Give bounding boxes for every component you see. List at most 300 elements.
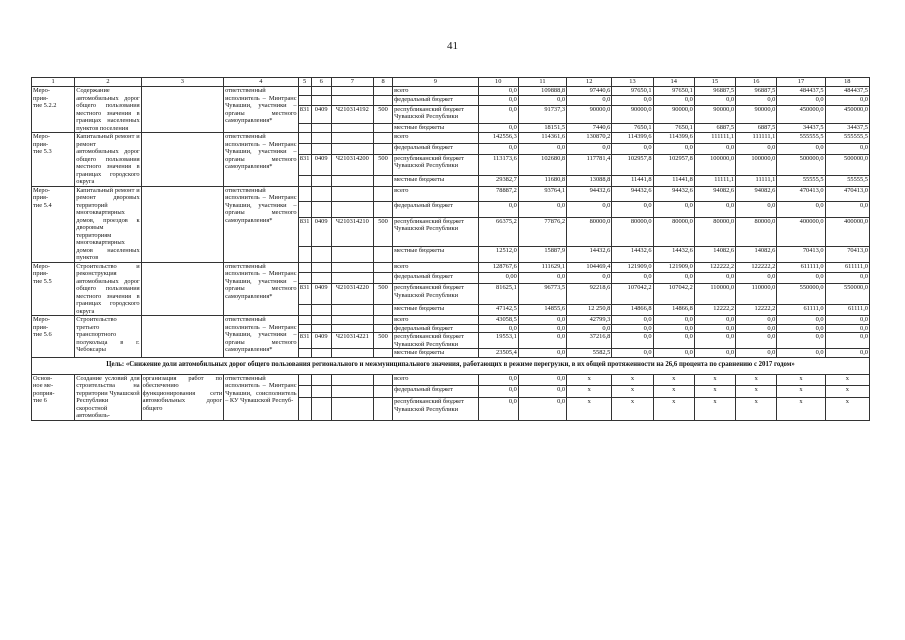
amount-cell: 96887,5 (736, 87, 777, 96)
amount-cell: 5582,5 (567, 349, 612, 358)
amount-cell: 0,0 (694, 202, 735, 218)
amount-cell: 0,0 (653, 96, 694, 105)
funding-source: федеральный бюджет (393, 202, 479, 218)
budget-code-empty (373, 133, 392, 144)
funding-source: всего (393, 262, 479, 273)
amount-cell: 0,0 (736, 96, 777, 105)
amount-cell: 0,0 (777, 324, 825, 333)
measure-id: Основ- ное ме- роприя- тие 6 (32, 374, 75, 420)
budget-code-empty (298, 175, 311, 186)
funding-source: всего (393, 374, 479, 386)
amount-cell: 0,0 (567, 96, 612, 105)
amount-cell: 0,0 (653, 333, 694, 349)
budget-code: Ч210314210 (331, 217, 373, 246)
amount-cell: 0,0 (694, 143, 735, 154)
funding-source: местные бюджеты (393, 305, 479, 316)
amount-cell: 109888,8 (518, 87, 566, 96)
header-cell: 14 (653, 78, 694, 87)
amount-cell: x (567, 386, 612, 398)
amount-cell: 70413,0 (825, 246, 869, 262)
budget-code-empty (373, 374, 392, 386)
budget-code: 831 (298, 333, 311, 349)
amount-cell: 110000,0 (736, 284, 777, 305)
amount-cell: 0,0 (736, 333, 777, 349)
budget-code-empty (331, 398, 373, 420)
responsible: ответственный исполнитель – Минтранс Чувашии, участники – органы местного самоуправления* (224, 133, 298, 187)
budget-code-empty (311, 398, 331, 420)
funding-source: федеральный бюджет (393, 386, 479, 398)
funding-source: республиканский бюджет Чувашской Республики (393, 154, 479, 175)
funding-source: республиканский бюджет Чувашской Республики (393, 105, 479, 123)
amount-cell: 0,0 (736, 324, 777, 333)
header-cell: 13 (612, 78, 653, 87)
amount-cell: 0,0 (518, 333, 566, 349)
amount-cell: 0,0 (694, 324, 735, 333)
funding-source: местные бюджеты (393, 246, 479, 262)
amount-cell: 0,0 (518, 374, 566, 386)
amount-cell: 13088,8 (567, 175, 612, 186)
budget-code-empty (373, 324, 392, 333)
amount-cell: 550000,0 (777, 284, 825, 305)
amount-cell: 400000,0 (825, 217, 869, 246)
budget-code: 831 (298, 154, 311, 175)
amount-cell: 66375,2 (478, 217, 518, 246)
amount-cell: 0,0 (777, 273, 825, 284)
amount-cell: 29382,7 (478, 175, 518, 186)
budget-code-empty (311, 324, 331, 333)
budget-code-empty (298, 316, 311, 325)
table-row (32, 262, 870, 273)
amount-cell: 484437,5 (825, 87, 869, 96)
amount-cell: 80000,0 (653, 217, 694, 246)
measure-name: Содержание автомобильных дорог общего пользования местного значения в границах населенных пунктов поселения (76, 87, 140, 132)
amount-cell: 19553,1 (478, 333, 518, 349)
header-cell: 2 (75, 78, 141, 87)
budget-code-empty (298, 133, 311, 144)
header-cell: 15 (694, 78, 735, 87)
amount-cell: 0,0 (478, 123, 518, 132)
budget-code: 0409 (311, 105, 331, 123)
amount-cell: 43058,5 (478, 316, 518, 325)
responsible: ответственный исполнитель – Минтранс Чувашии, участники – органы местного самоуправления* (224, 186, 298, 262)
measure-name: Капитальный ремонт и ремонт автомобильных дорог общего пользования местного значения в границах городского округа (76, 133, 140, 185)
amount-cell: 14855,6 (518, 305, 566, 316)
budget-code: 500 (373, 284, 392, 305)
table-row (32, 87, 870, 96)
header-cell: 16 (736, 78, 777, 87)
budget-code-empty (311, 273, 331, 284)
amount-cell: 11111,1 (736, 175, 777, 186)
amount-cell: 7650,1 (612, 123, 653, 132)
amount-cell: 0,0 (567, 273, 612, 284)
amount-cell: 0,0 (736, 316, 777, 325)
amount-cell: 14432,6 (612, 246, 653, 262)
amount-cell: 0,0 (612, 202, 653, 218)
amount-cell: 77876,2 (518, 217, 566, 246)
table-row (32, 133, 870, 144)
budget-code: 831 (298, 105, 311, 123)
funding-source: всего (393, 186, 479, 202)
amount-cell: 0,0 (825, 202, 869, 218)
amount-cell: 0,0 (612, 96, 653, 105)
header-cell: 3 (141, 78, 223, 87)
budget-code-empty (298, 96, 311, 105)
table-row (32, 374, 870, 386)
budget-code-empty (373, 398, 392, 420)
amount-cell: x (612, 374, 653, 386)
budget-code-empty (373, 262, 392, 273)
budget-code: 0409 (311, 333, 331, 349)
header-cell: 8 (373, 78, 392, 87)
budget-table (31, 77, 870, 421)
amount-cell: 0,0 (478, 202, 518, 218)
amount-cell: x (694, 386, 735, 398)
amount-cell: 450000,0 (825, 105, 869, 123)
amount-cell: 0,0 (694, 349, 735, 358)
amount-cell: 122222,2 (694, 262, 735, 273)
budget-code-empty (311, 202, 331, 218)
budget-code-empty (373, 96, 392, 105)
measure-id: Меро- прия- тие 5.3 (32, 133, 75, 187)
amount-cell: x (825, 386, 869, 398)
budget-code-empty (373, 316, 392, 325)
amount-cell: 128767,6 (478, 262, 518, 273)
amount-cell: 0,0 (612, 273, 653, 284)
measure-col3 (141, 186, 223, 262)
amount-cell: 0,0 (694, 333, 735, 349)
budget-code-empty (331, 202, 373, 218)
amount-cell: 11441,8 (612, 175, 653, 186)
amount-cell: 0,0 (653, 316, 694, 325)
header-row (32, 78, 870, 87)
funding-source: федеральный бюджет (393, 143, 479, 154)
amount-cell: 80000,0 (567, 217, 612, 246)
amount-cell: 7440,6 (567, 123, 612, 132)
amount-cell: 0,0 (694, 96, 735, 105)
amount-cell: 15887,9 (518, 246, 566, 262)
amount-cell: 0,0 (777, 202, 825, 218)
header-cell: 6 (311, 78, 331, 87)
amount-cell: 42799,3 (567, 316, 612, 325)
amount-cell: 470413,0 (777, 186, 825, 202)
amount-cell: x (736, 398, 777, 420)
budget-code-empty (311, 262, 331, 273)
amount-cell: 0,0 (777, 316, 825, 325)
amount-cell: 0,0 (612, 333, 653, 349)
amount-cell: 0,0 (736, 143, 777, 154)
budget-code-empty (298, 262, 311, 273)
amount-cell: 0,0 (518, 398, 566, 420)
budget-code: 500 (373, 217, 392, 246)
amount-cell: 80000,0 (612, 217, 653, 246)
measure-col3 (141, 262, 223, 316)
budget-code: 831 (298, 284, 311, 305)
amount-cell: 91737,3 (518, 105, 566, 123)
budget-code-empty (298, 324, 311, 333)
funding-source: республиканский бюджет Чувашской Республики (393, 217, 479, 246)
amount-cell: 81625,1 (478, 284, 518, 305)
responsible: ответственный исполнитель – Минтранс Чувашии, участники – органы местного самоуправления* (224, 262, 298, 316)
amount-cell: 6887,5 (736, 123, 777, 132)
amount-cell: 113173,6 (478, 154, 518, 175)
funding-source: республиканский бюджет Чувашской Республики (393, 284, 479, 305)
header-cell: 17 (777, 78, 825, 87)
amount-cell: 100000,0 (694, 154, 735, 175)
amount-cell: 121909,0 (653, 262, 694, 273)
measure-name: Строительство третьего транспортного полукольца в г. Чебоксары (75, 316, 141, 358)
amount-cell: 0,0 (567, 202, 612, 218)
amount-cell: 0,0 (825, 333, 869, 349)
budget-code-empty (331, 246, 373, 262)
budget-code-empty (373, 202, 392, 218)
amount-cell: 555555,5 (825, 133, 869, 144)
header-cell: 11 (518, 78, 566, 87)
amount-cell: 14866,8 (653, 305, 694, 316)
measure-name: Капитальный ремонт и ремонт дворовых территорий многоквартирных домов, проездов к дворовым территориям многоквартирных домов населенных пунктов (76, 186, 140, 261)
amount-cell: 0,0 (825, 273, 869, 284)
budget-code: 500 (373, 333, 392, 349)
amount-cell: 0,0 (736, 202, 777, 218)
amount-cell: 555555,5 (777, 133, 825, 144)
amount-cell: 611111,0 (825, 262, 869, 273)
budget-code-empty (331, 175, 373, 186)
table-row (32, 186, 870, 202)
amount-cell: 0,0 (825, 316, 869, 325)
budget-code: 500 (373, 105, 392, 123)
amount-cell: 0,0 (653, 202, 694, 218)
budget-code-empty (311, 316, 331, 325)
budget-code-empty (331, 123, 373, 132)
amount-cell: 114399,6 (653, 133, 694, 144)
amount-cell: 0,0 (518, 143, 566, 154)
amount-cell: 0,0 (478, 324, 518, 333)
budget-code-empty (298, 349, 311, 358)
budget-code-empty (373, 87, 392, 96)
budget-code-empty (331, 87, 373, 96)
amount-cell: 500000,0 (825, 154, 869, 175)
budget-code-empty (373, 349, 392, 358)
budget-code-empty (311, 175, 331, 186)
header-cell: 4 (224, 78, 298, 87)
amount-cell: 0,0 (612, 143, 653, 154)
amount-cell: 111111,1 (736, 133, 777, 144)
funding-source: всего (393, 316, 479, 325)
amount-cell: x (825, 398, 869, 420)
amount-cell: 0,0 (567, 324, 612, 333)
budget-code-empty (311, 349, 331, 358)
header-cell: 9 (393, 78, 479, 87)
amount-cell: x (825, 374, 869, 386)
budget-code-empty (331, 143, 373, 154)
amount-cell: x (653, 374, 694, 386)
amount-cell: 0,0 (825, 96, 869, 105)
amount-cell: 90000,0 (612, 105, 653, 123)
amount-cell: x (653, 386, 694, 398)
measure-col3 (141, 87, 223, 133)
amount-cell: 97650,1 (653, 87, 694, 96)
responsible: ответственный исполнитель – Минтранс Чувашии, участники – органы местного самоуправления* (224, 87, 298, 133)
amount-cell: 102680,8 (518, 154, 566, 175)
amount-cell: 114361,6 (518, 133, 566, 144)
amount-cell: 117781,4 (567, 154, 612, 175)
goal-row (32, 357, 870, 374)
amount-cell: x (736, 386, 777, 398)
budget-code-empty (373, 175, 392, 186)
table-row (32, 316, 870, 325)
amount-cell: 0,00 (478, 273, 518, 284)
amount-cell: 92218,6 (567, 284, 612, 305)
budget-code: 831 (298, 217, 311, 246)
measure-col3 (141, 316, 223, 358)
budget-code-empty (373, 386, 392, 398)
amount-cell: x (777, 398, 825, 420)
budget-code-empty (311, 374, 331, 386)
amount-cell: 114399,6 (612, 133, 653, 144)
amount-cell: 0,0 (518, 273, 566, 284)
amount-cell: 0,0 (478, 87, 518, 96)
amount-cell: 94082,6 (694, 186, 735, 202)
budget-code-empty (298, 143, 311, 154)
amount-cell: 470413,0 (825, 186, 869, 202)
budget-code-empty (331, 262, 373, 273)
budget-code: 0409 (311, 284, 331, 305)
amount-cell: 80000,0 (694, 217, 735, 246)
budget-code-empty (298, 386, 311, 398)
funding-source: федеральный бюджет (393, 273, 479, 284)
amount-cell: 104469,4 (567, 262, 612, 273)
budget-code-empty (373, 305, 392, 316)
budget-code-empty (298, 123, 311, 132)
amount-cell: 111629,1 (518, 262, 566, 273)
amount-cell: 0,0 (612, 349, 653, 358)
amount-cell: 34437,5 (825, 123, 869, 132)
amount-cell: 0,0 (478, 398, 518, 420)
amount-cell: 121909,0 (612, 262, 653, 273)
amount-cell: 142556,3 (478, 133, 518, 144)
amount-cell: 7650,1 (653, 123, 694, 132)
amount-cell: 0,0 (653, 143, 694, 154)
budget-code-empty (331, 133, 373, 144)
budget-code-empty (298, 186, 311, 202)
amount-cell: 0,0 (518, 324, 566, 333)
amount-cell: 6887,5 (694, 123, 735, 132)
amount-cell: 34437,5 (777, 123, 825, 132)
amount-cell: 11680,8 (518, 175, 566, 186)
amount-cell: 90000,0 (653, 105, 694, 123)
amount-cell: 0,0 (612, 316, 653, 325)
amount-cell: 0,0 (567, 143, 612, 154)
amount-cell: 93764,1 (518, 186, 566, 202)
amount-cell: 550000,0 (825, 284, 869, 305)
amount-cell: x (653, 398, 694, 420)
measure-id: Меро- прия- тие 5.6 (32, 316, 75, 358)
amount-cell: 0,0 (478, 96, 518, 105)
amount-cell: 12222,2 (736, 305, 777, 316)
amount-cell: 107042,2 (653, 284, 694, 305)
budget-code-empty (373, 186, 392, 202)
amount-cell: 110000,0 (694, 284, 735, 305)
budget-code-empty (311, 123, 331, 132)
amount-cell: 90000,0 (736, 105, 777, 123)
budget-code-empty (373, 123, 392, 132)
budget-code: Ч210314220 (331, 284, 373, 305)
amount-cell: 14432,6 (653, 246, 694, 262)
amount-cell: 0,0 (694, 273, 735, 284)
amount-cell: 0,0 (777, 143, 825, 154)
amount-cell: 55555,5 (777, 175, 825, 186)
amount-cell: 450000,0 (777, 105, 825, 123)
budget-code-empty (331, 386, 373, 398)
amount-cell: 12 250,8 (567, 305, 612, 316)
amount-cell: 122222,2 (736, 262, 777, 273)
amount-cell: x (736, 374, 777, 386)
amount-cell: 484437,5 (777, 87, 825, 96)
amount-cell: 0,0 (478, 374, 518, 386)
amount-cell: 94082,6 (736, 186, 777, 202)
funding-source: республиканский бюджет Чувашской Республики (393, 398, 479, 420)
measure-col3 (141, 133, 223, 187)
header-cell: 10 (478, 78, 518, 87)
amount-cell: 12222,2 (694, 305, 735, 316)
budget-code-empty (331, 316, 373, 325)
amount-cell: 11111,1 (694, 175, 735, 186)
amount-cell: 55555,5 (825, 175, 869, 186)
header-cell: 7 (331, 78, 373, 87)
amount-cell: x (567, 398, 612, 420)
budget-code-empty (331, 324, 373, 333)
budget-code-empty (311, 96, 331, 105)
budget-code-empty (373, 246, 392, 262)
amount-cell: 90000,0 (567, 105, 612, 123)
budget-code-empty (311, 143, 331, 154)
amount-cell: 0,0 (825, 324, 869, 333)
amount-cell: 80000,0 (736, 217, 777, 246)
budget-code-empty (331, 186, 373, 202)
amount-cell: 14082,6 (694, 246, 735, 262)
amount-cell: 0,0 (518, 386, 566, 398)
amount-cell: 130870,2 (567, 133, 612, 144)
amount-cell: 0,0 (612, 324, 653, 333)
funding-source: всего (393, 87, 479, 96)
amount-cell: 78887,2 (478, 186, 518, 202)
amount-cell: x (694, 374, 735, 386)
amount-cell: 0,0 (653, 349, 694, 358)
amount-cell: 0,0 (736, 273, 777, 284)
amount-cell: 37216,8 (567, 333, 612, 349)
header-cell: 18 (825, 78, 869, 87)
budget-code-empty (298, 246, 311, 262)
responsible: ответственный исполнитель – Минтранс Чувашии, участники – органы местного самоуправления* (224, 316, 298, 358)
amount-cell: 12512,0 (478, 246, 518, 262)
budget-code-empty (298, 87, 311, 96)
amount-cell: 11441,8 (653, 175, 694, 186)
header-cell: 12 (567, 78, 612, 87)
funding-source: федеральный бюджет (393, 96, 479, 105)
amount-cell: x (694, 398, 735, 420)
amount-cell: 0,0 (653, 273, 694, 284)
measure-id: Меро- прия- тие 5.5 (32, 262, 75, 316)
amount-cell: 0,0 (777, 333, 825, 349)
budget-code-empty (311, 386, 331, 398)
measure-name: Создание условий для строительства на территории Чувашской Республики скоростной автомобиль- (76, 374, 140, 419)
amount-cell: 0,0 (825, 349, 869, 358)
amount-cell: 107042,2 (612, 284, 653, 305)
amount-cell: 0,0 (653, 324, 694, 333)
measure-name: Строительство и реконструкция автомобильных дорог общего пользования местного значения в границах городского округа (76, 262, 140, 315)
funding-source: всего (393, 133, 479, 144)
amount-cell: 18151,5 (518, 123, 566, 132)
amount-cell: x (612, 386, 653, 398)
